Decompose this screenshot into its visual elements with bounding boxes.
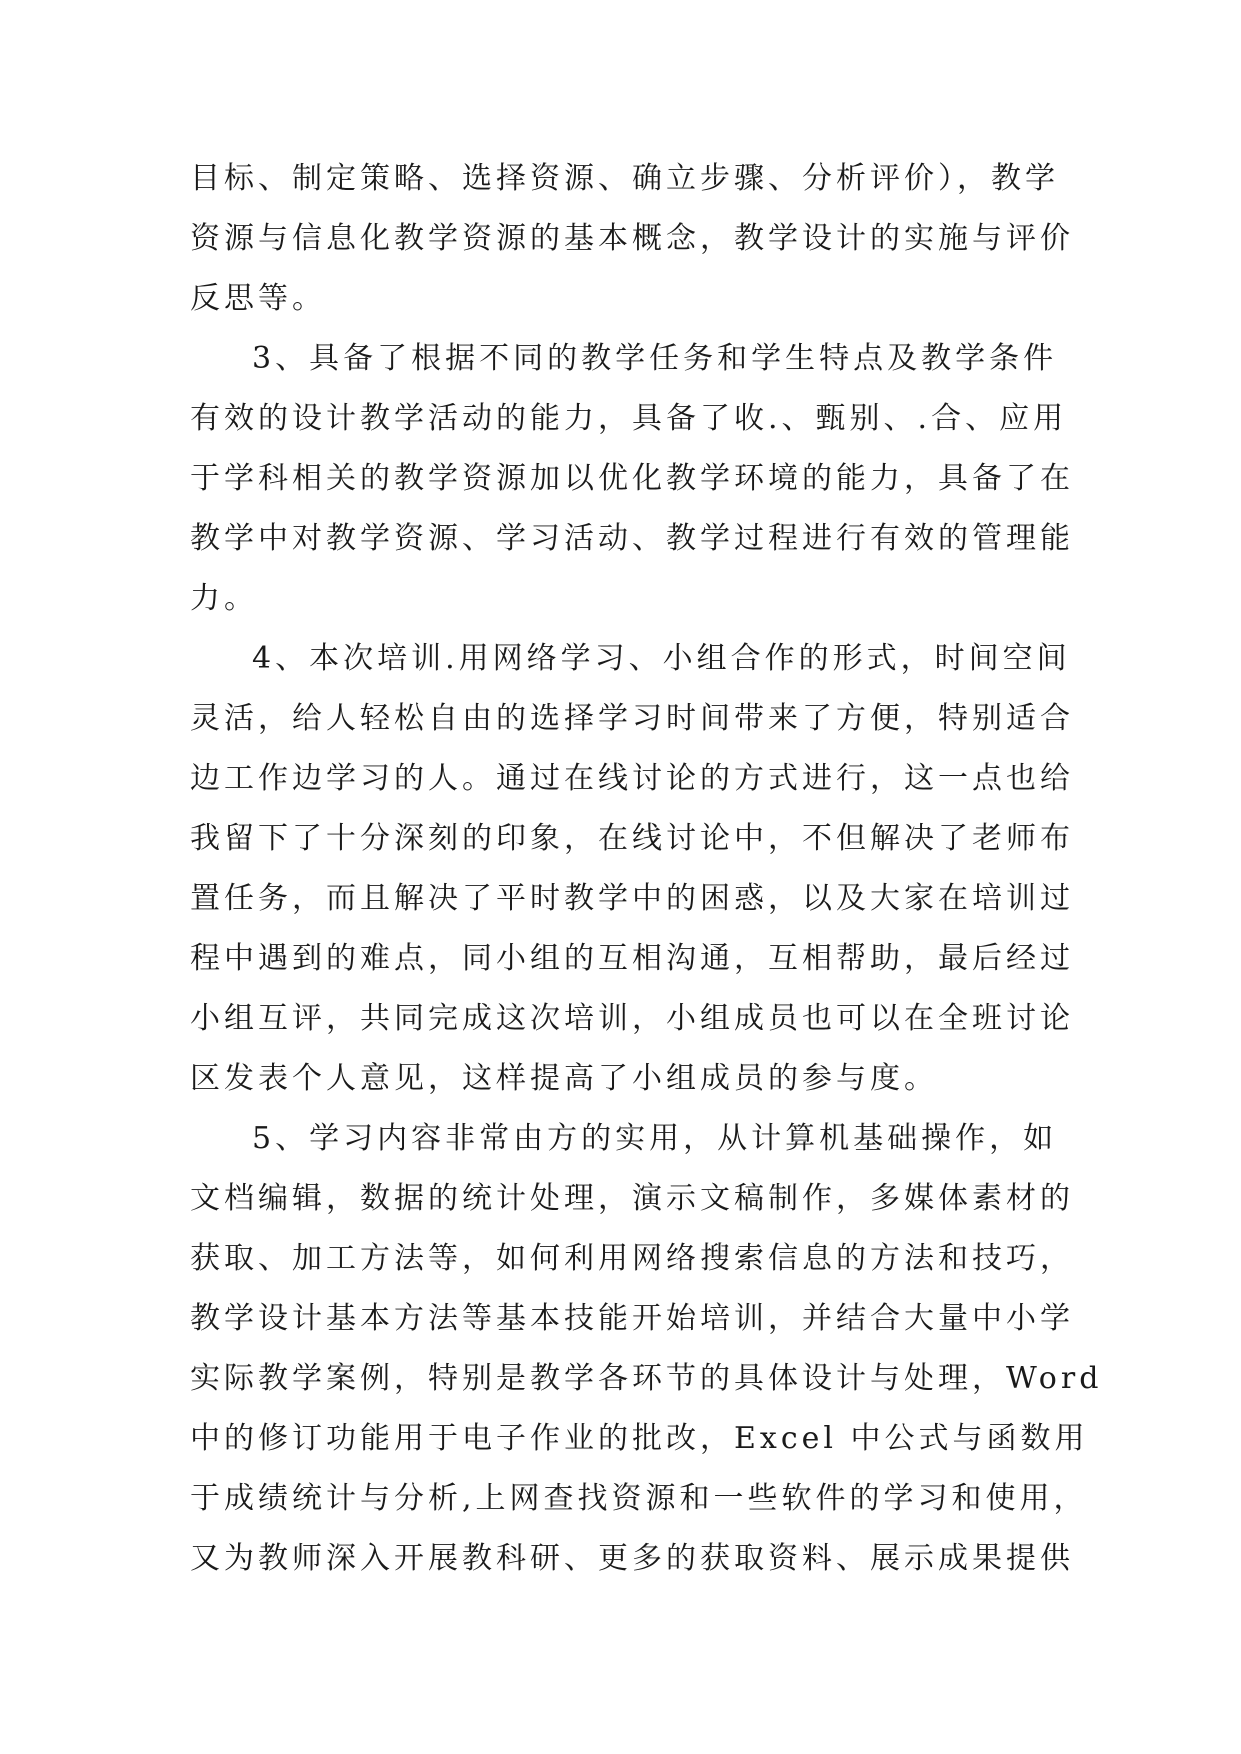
text-line: 于学科相关的教学资源加以优化教学环境的能力，具备了在 <box>190 461 1074 496</box>
paragraph-start-line: 4、本次培训.用网络学习、小组合作的形式，时间空间 <box>252 641 1071 676</box>
text-line: 文档编辑，数据的统计处理，演示文稿制作，多媒体素材的 <box>190 1181 1074 1216</box>
document-body <box>190 160 1103 1600</box>
text-line: 又为教师深入开展教科研、更多的获取资料、展示成果提供 <box>190 1541 1074 1576</box>
text-line: 灵活，给人轻松自由的选择学习时间带来了方便，特别适合 <box>190 701 1074 736</box>
text-line: 实际教学案例，特别是教学各环节的具体设计与处理，Word <box>190 1361 1103 1396</box>
text-line: 小组互评，共同完成这次培训，小组成员也可以在全班讨论 <box>190 1001 1074 1036</box>
text-line: 区发表个人意见，这样提高了小组成员的参与度。 <box>190 1061 938 1096</box>
text-line: 力。 <box>190 581 258 616</box>
paragraph-start-line: 5、学习内容非常由方的实用，从计算机基础操作，如 <box>252 1121 1058 1156</box>
text-line: 获取、加工方法等，如何利用网络搜索信息的方法和技巧， <box>190 1241 1074 1276</box>
text-line: 程中遇到的难点，同小组的互相沟通，互相帮助，最后经过 <box>190 941 1074 976</box>
text-line: 教学中对教学资源、学习活动、教学过程进行有效的管理能 <box>190 521 1074 556</box>
text-line: 置任务，而且解决了平时教学中的困惑，以及大家在培训过 <box>190 881 1074 916</box>
text-line: 反思等。 <box>190 281 326 316</box>
text-line: 目标、制定策略、选择资源、确立步骤、分析评价），教学 <box>190 161 1059 196</box>
text-line: 我留下了十分深刻的印象，在线讨论中，不但解决了老师布 <box>190 821 1074 856</box>
text-line: 资源与信息化教学资源的基本概念，教学设计的实施与评价 <box>190 221 1074 256</box>
text-line: 有效的设计教学活动的能力，具备了收.、甄别、.合、应用 <box>190 401 1068 436</box>
text-line: 于成绩统计与分析,上网查找资源和一些软件的学习和使用， <box>190 1481 1088 1516</box>
text-line: 教学设计基本方法等基本技能开始培训，并结合大量中小学 <box>190 1301 1074 1336</box>
paragraph-start-line: 3、具备了根据不同的教学任务和学生特点及教学条件 <box>252 341 1058 376</box>
text-line: 中的修订功能用于电子作业的批改，Excel 中公式与函数用 <box>190 1421 1089 1456</box>
text-line: 边工作边学习的人。通过在线讨论的方式进行，这一点也给 <box>190 761 1074 796</box>
